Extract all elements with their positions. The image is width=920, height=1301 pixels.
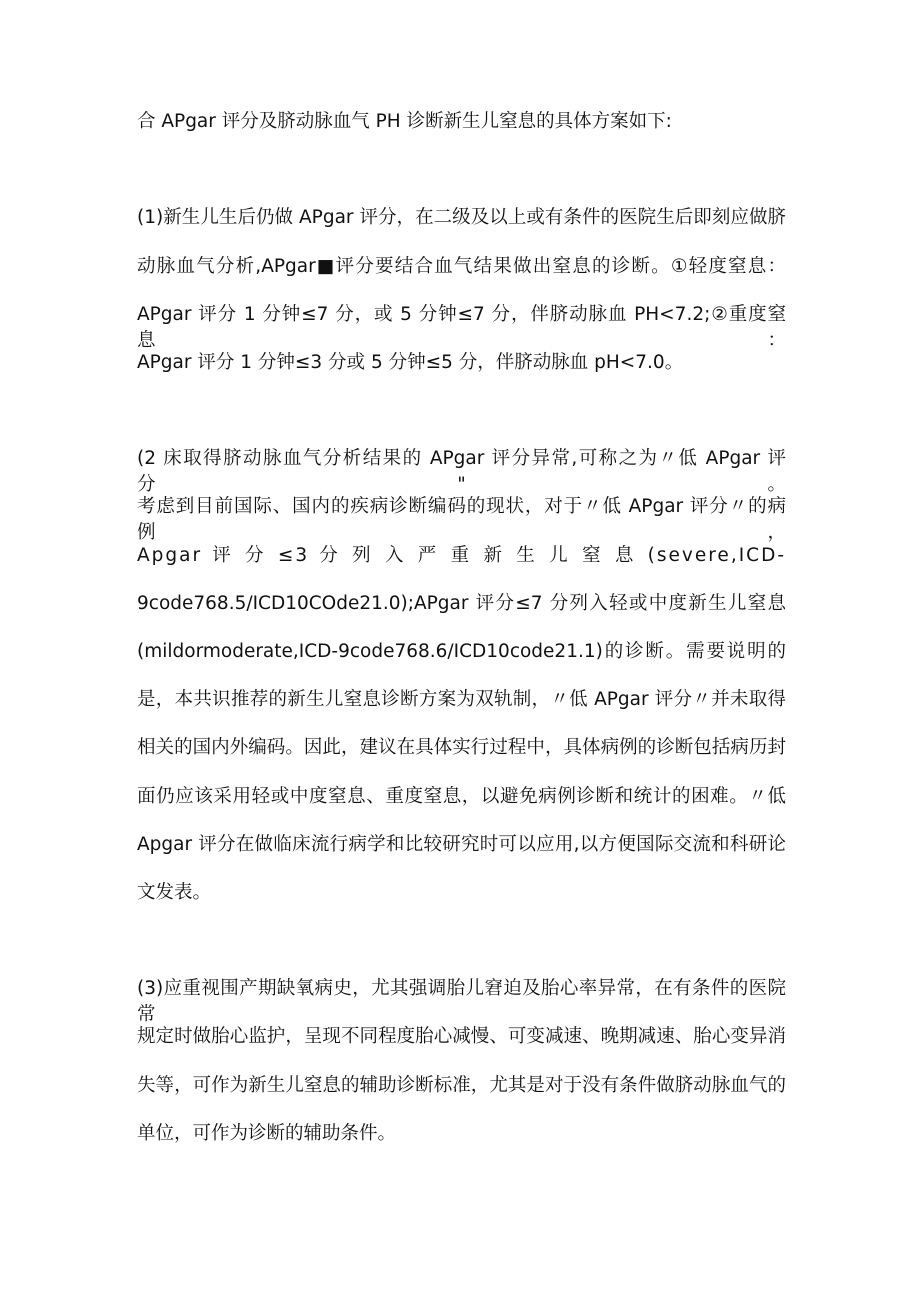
paragraph-1-line-2: 动脉血气分析,APgar■评分要结合血气结果做出窒息的诊断。①轻度窒息： bbox=[137, 256, 786, 277]
paragraph-3-line-3: 失等，可作为新生儿窒息的辅助诊断标准，尤其是对于没有条件做脐动脉血气的 bbox=[137, 1075, 786, 1096]
paragraph-2-line-5: (mildormoderate,ICD-9code768.6/ICD10code21.1)的诊断。需要说明的 bbox=[137, 641, 786, 662]
paragraph-2-line-4: 9code768.5/ICD10COde21.0);APgar 评分≤7 分列入轻或中度新生儿窒息 bbox=[137, 593, 786, 614]
paragraph-2-line-2: 考虑到目前国际、国内的疾病诊断编码的现状，对于〃低 APgar 评分〃的病例， bbox=[137, 496, 786, 543]
paragraph-2-line-3: Apgar 评 分 ≤3 分 列 入 严 重 新 生 儿 窒 息 (severe,ICD- bbox=[137, 545, 786, 566]
paragraph-2-line-1: (2 床取得脐动脉血气分析结果的 APgar 评分异常,可称之为〃低 APgar 评分"。 bbox=[137, 448, 786, 495]
paragraph-2-line-7: 相关的国内外编码。因此，建议在具体实行过程中，具体病例的诊断包括病历封 bbox=[137, 737, 786, 758]
paragraph-2-line-6: 是，本共识推荐的新生儿窒息诊断方案为双轨制，〃低 APgar 评分〃并未取得 bbox=[137, 689, 786, 710]
paragraph-1-line-4: APgar 评分 1 分钟≤3 分或 5 分钟≤5 分，伴脐动脉血 pH<7.0。 bbox=[137, 352, 684, 373]
paragraph-3-line-2: 规定时做胎心监护，呈现不同程度胎心减慢、可变减速、晚期减速、胎心变异消 bbox=[137, 1026, 786, 1047]
paragraph-2-line-9: Apgar 评分在做临床流行病学和比较研究时可以应用,以方便国际交流和科研论 bbox=[137, 834, 786, 855]
paragraph-3-line-1: (3)应重视围产期缺氧病史，尤其强调胎儿窘迫及胎心率异常，在有条件的医院常 bbox=[137, 978, 786, 1025]
paragraph-2-line-8: 面仍应该采用轻或中度窒息、重度窒息，以避免病例诊断和统计的困难。〃低 bbox=[137, 786, 786, 807]
intro-line: 合 APgar 评分及脐动脉血气 PH 诊断新生儿窒息的具体方案如下: bbox=[137, 111, 672, 132]
paragraph-3-line-4: 单位，可作为诊断的辅助条件。 bbox=[137, 1123, 397, 1144]
paragraph-1-line-3: APgar 评分 1 分钟≤7 分，或 5 分钟≤7 分，伴脐动脉血 PH<7.2;②重度窒息： bbox=[137, 304, 786, 351]
paragraph-1-line-1: (1)新生儿生后仍做 APgar 评分，在二级及以上或有条件的医院生后即刻应做脐 bbox=[137, 207, 786, 228]
paragraph-2-line-10: 文发表。 bbox=[137, 882, 212, 903]
